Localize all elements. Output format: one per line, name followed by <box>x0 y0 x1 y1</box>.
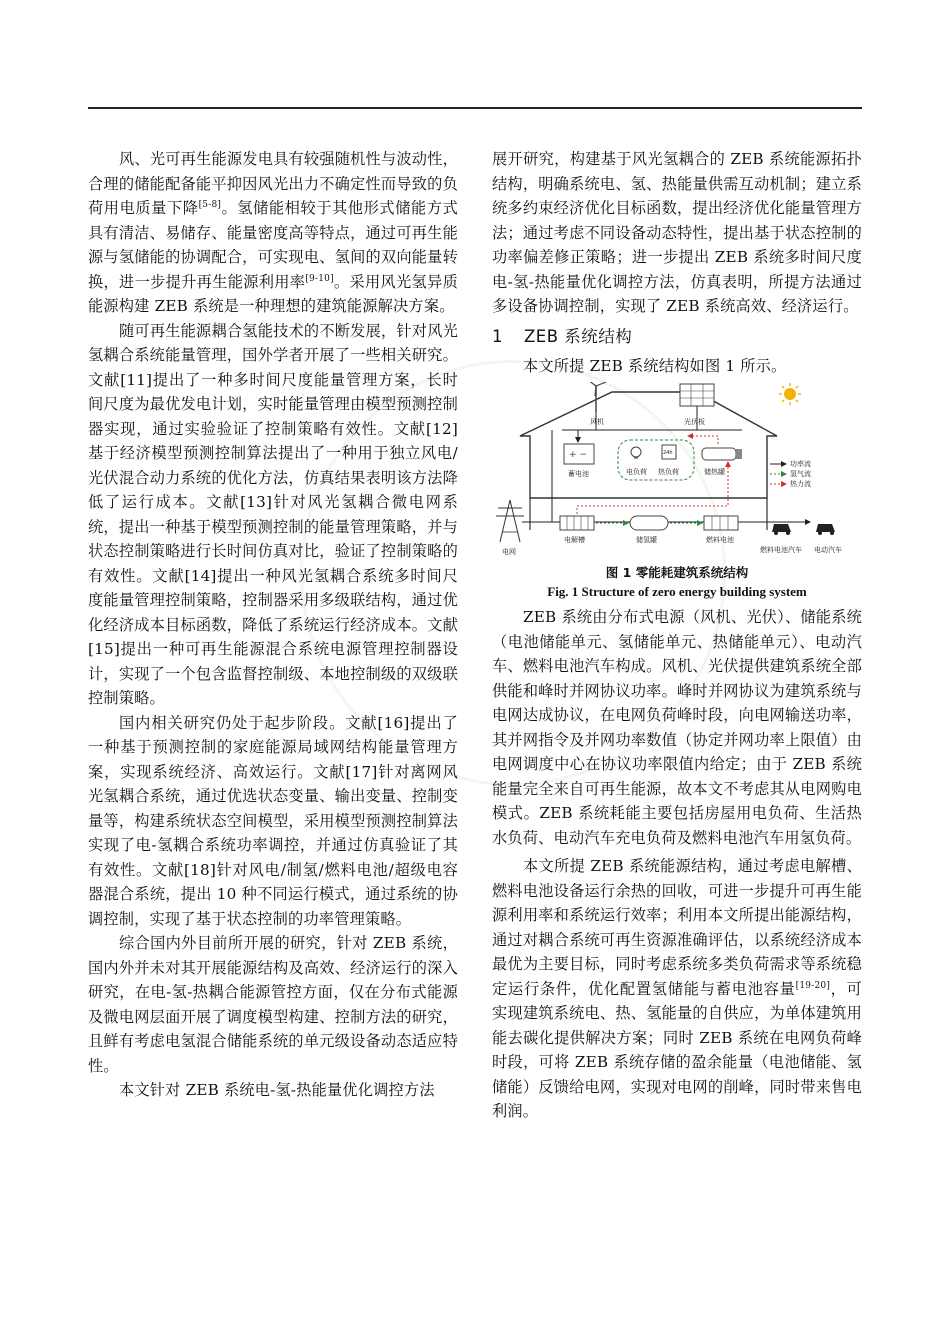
paragraph-5-continued: 展开研究，构建基于风光氢耦合的 ZEB 系统能源拓扑结构，明确系统电、氢、热能量供需互动机制；建立系统多约束经济优化目标函数，提出经济优化能量管理方法；通过考虑不同设备动态特性，提出基于状态控制的功率偏差修正策略；进一步提出 ZEB 系统多时间尺度电-氢-热能量优化调控方法，仿真表明，所提方法通过多设备协调控制，实现了 ZEB 系统高效、经济运行。 <box>492 150 862 315</box>
sun-icon <box>779 383 801 405</box>
paragraph-5: 本文针对 ZEB 系统电-氢-热能量优化调控方法 <box>119 1081 435 1099</box>
figure-caption-en: Fig. 1 Structure of zero energy building system <box>547 584 807 599</box>
label-ev: 电动汽车 <box>814 546 842 554</box>
figure-1 <box>492 382 862 562</box>
legend-heat: 热力流 <box>790 480 811 488</box>
svg-text:24h: 24h <box>663 450 673 456</box>
label-wind: 风机 <box>590 418 604 426</box>
pv-panel-icon <box>680 384 714 406</box>
label-battery: 蓄电池 <box>568 470 589 478</box>
section-title: ZEB 系统结构 <box>524 326 633 346</box>
section-number: 1 <box>492 326 503 346</box>
label-electrolyzer: 电解槽 <box>564 536 585 544</box>
left-column <box>88 147 458 1103</box>
paragraph-7: ZEB 系统由分布式电源（风机、光伏）、储能系统（电池储能单元、氢储能单元、热储能单元）、电动汽车、燃料电池汽车构成。风机、光伏提供建筑系统全部供能和峰时并网协议功率。峰时并网协议为建筑系统与电网达成协议，在电网负荷峰时段，向电网输送功率，其并网指令及并网功率数值（协定并网功率上限值）由电网调度中心在协议功率限值内给定；由于 ZEB 系统能量完全来自可再生能源，故本文不考虑其从电网购电模式。ZEB 系统耗能主要包括房屋用电负荷、生活热水负荷、电动汽车充电负荷及燃料电池汽车用氢负荷。 <box>492 608 862 847</box>
label-fcv: 燃料电池汽车 <box>760 546 802 554</box>
water-heater-icon <box>662 445 676 459</box>
figure-intro: 本文所提 ZEB 系统结构如图 1 所示。 <box>523 356 787 375</box>
label-heat-tank: 储热罐 <box>704 468 725 476</box>
legend-power: 功率流 <box>790 460 811 468</box>
citation: [5-8] <box>198 199 222 210</box>
ev-car-icon <box>816 524 835 535</box>
label-elec-load: 电负荷 <box>626 468 647 476</box>
right-column <box>492 147 862 1124</box>
label-heat-load: 热负荷 <box>658 468 679 476</box>
zeb-structure-diagram <box>492 382 862 562</box>
h2-tank-icon <box>630 516 668 530</box>
paragraph-4: 综合国内外目前所开展的研究，针对 ZEB 系统，国内外并未对其开展能源结构及高效、经济运行的深入研究，在电-氢-热耦合能源管控方面，仅在分布式能源及微电网层面开展了调度模型构建、控制方法的研究，且鲜有考虑电氢混合储能系统的单元级设备动态适应特性。 <box>88 934 458 1075</box>
heat-tank-icon <box>702 448 742 460</box>
paragraph-3: 国内相关研究仍处于起步阶段。文献[16]提出了一种基于预测控制的家庭能源局域网结构能量管理方案，实现系统经济、高效运行。文献[17]针对离网风光氢耦合系统，通过优选状态变量、输出变量、控制变量等，构建系统状态空间模型，采用模型预测控制算法实现了电-氢耦合系统功率调控，并通过仿真验证了其有效性。文献[18]针对风电/制氢/燃料电池/超级电容器混合系统，提出 10 种不同运行模式，通过系统的协调控制，实现了基于状态控制的功率管理策略。 <box>88 713 458 928</box>
label-fuel-cell: 燃料电池 <box>706 536 734 544</box>
label-pv: 光伏板 <box>684 418 705 426</box>
paragraph-8: 本文所提 ZEB 系统能源结构，通过考虑电解槽、燃料电池设备运行余热的回收，可进一步提升可再生能源利用率和系统运行效率；利用本文所提出能源结构，通过对耦合系统可再生资源准确评估，以系统经济成本最优为主要目标，同时考虑系统多类负荷需求等系统稳定运行条件，优化配置氢储能与蓄电池容量[19-20]，可实现建筑系统电、热、氢能量的自供应，为单体建筑用能去碳化提供解决方案；同时 ZEB 系统在电网负荷峰时段，可将 ZEB 系统存储的盈余能量（电池储能、氢储能）反馈给电网，实现对电网的削峰，同时带来售电利润。 <box>492 857 862 1120</box>
header-rule <box>88 107 862 109</box>
legend-h2: 氢气流 <box>790 470 811 478</box>
label-grid: 电网 <box>502 548 516 556</box>
section-heading <box>492 325 862 349</box>
grid-tower-icon <box>496 500 524 542</box>
fuel-cell-icon <box>704 516 738 530</box>
battery-icon <box>564 444 594 464</box>
electrolyzer-icon <box>560 516 594 530</box>
svg-text:+ −: + − <box>569 450 587 460</box>
paragraph-1: 风、光可再生能源发电具有较强随机性与波动性，合理的储能配备能平抑因风光出力不确定性而导致的负荷用电质量下降[5-8]。氢储能相较于其他形式储能方式具有清洁、易储存、能量密度高等特点，通过可再生能源与氢储能的协调配合，可实现电、氢间的双向能量转换，进一步提升再生能源利用率[9-10]。采用风光氢异质能源构建 ZEB 系统是一种理想的建筑能源解决方案。 <box>88 150 458 315</box>
paragraph-2: 随可再生能源耦合氢能技术的不断发展，针对风光氢耦合系统能量管理，国外学者开展了一些相关研究。文献[11]提出了一种多时间尺度能量管理方案，长时间尺度为最优发电计划，实时能量管理由模型预测控制器实现，通过实验验证了控制策略有效性。文献[12]基于经济模型预测控制算法提出了一种用于独立风电/光伏混合动力系统的优化方法，仿真结果表明该方法降低了运行成本。文献[13]针对风光氢耦合微电网系统，提出一种基于模型预测控制的能量管理策略，并与状态控制策略进行长时间仿真对比，验证了控制策略的有效性。文献[14]提出一种风光氢耦合系统多时间尺度能量管理控制策略，控制器采用多级联结构，通过优化经济成本目标函数，降低了系统运行经济成本。文献[15]提出一种可再生能源混合系统电源管理控制器设计，实现了一个包含监督控制级、本地控制级的双级联控制策略。 <box>88 321 458 707</box>
fcv-car-icon <box>772 524 791 535</box>
citation: [9-10] <box>305 273 334 284</box>
house-outline <box>520 392 777 498</box>
bulb-icon <box>631 447 641 458</box>
figure-caption-cn: 图 1 零能耗建筑系统结构 <box>605 565 749 580</box>
wind-turbine-icon <box>588 382 606 412</box>
citation: [19-20] <box>795 980 831 991</box>
label-h2-tank: 储氢罐 <box>636 536 657 544</box>
